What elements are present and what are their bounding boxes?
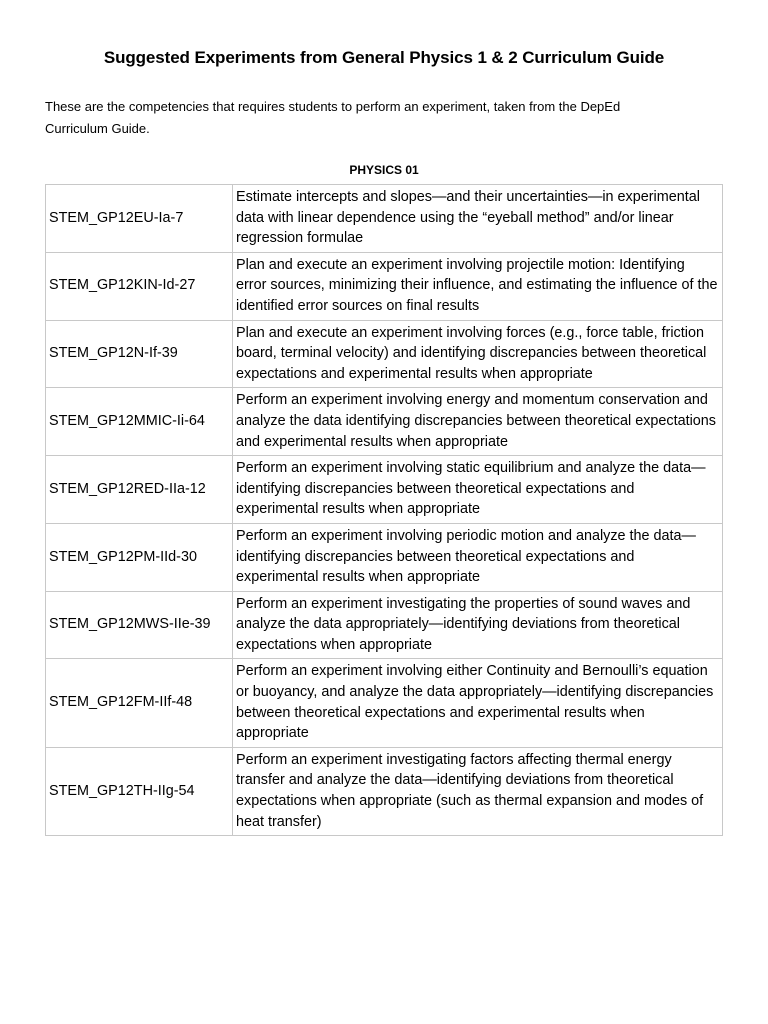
competency-code: STEM_GP12KIN-Id-27 xyxy=(46,252,233,320)
competency-description: Plan and execute an experiment involving forces (e.g., force table, friction board, terminal velocity) and identifying discrepancies between theoretical expectations and experimental results when appropriate xyxy=(233,320,723,388)
intro-paragraph xyxy=(45,96,725,140)
competency-table xyxy=(45,184,723,836)
competency-description: Perform an experiment involving periodic motion and analyze the data—identifying discrepancies between theoretical expectations and experimental results when appropriate xyxy=(233,523,723,591)
competency-code: STEM_GP12MWS-IIe-39 xyxy=(46,591,233,659)
page-title: Suggested Experiments from General Physics 1 & 2 Curriculum Guide xyxy=(103,48,665,67)
competency-code: STEM_GP12PM-IId-30 xyxy=(46,523,233,591)
intro-line: These are the competencies that requires students to perform an experiment, taken from the DepEd xyxy=(45,99,621,114)
table-row xyxy=(46,523,723,591)
intro-line: Curriculum Guide. xyxy=(45,121,150,136)
competency-code: STEM_GP12RED-IIa-12 xyxy=(46,456,233,524)
competency-code: STEM_GP12MMIC-Ii-64 xyxy=(46,388,233,456)
section-heading: PHYSICS 01 xyxy=(349,163,419,177)
competency-description: Perform an experiment involving either Continuity and Bernoulli’s equation or buoyancy, and analyze the data appropriately—identifying discrepancies between theoretical expectations and experimental results when appropriate xyxy=(233,659,723,747)
competency-description: Perform an experiment involving energy and momentum conservation and analyze the data identifying discrepancies between theoretical expectations and experimental results when appropriate xyxy=(233,388,723,456)
competency-code: STEM_GP12FM-IIf-48 xyxy=(46,659,233,747)
table-row xyxy=(46,388,723,456)
table-row xyxy=(46,456,723,524)
table-row xyxy=(46,591,723,659)
competency-description: Estimate intercepts and slopes—and their uncertainties—in experimental data with linear dependence using the “eyeball method” and/or linear regression formulae xyxy=(233,185,723,253)
table-row xyxy=(46,659,723,747)
table-row xyxy=(46,320,723,388)
table-row xyxy=(46,747,723,835)
competency-description: Perform an experiment involving static equilibrium and analyze the data— identifying discrepancies between theoretical expectations and experimental results when appropriate xyxy=(233,456,723,524)
competency-description: Perform an experiment investigating factors affecting thermal energy transfer and analyze the data—identifying deviations from theoretical expectations when appropriate (such as thermal expansion and modes of heat transfer) xyxy=(233,747,723,835)
competency-code: STEM_GP12N-If-39 xyxy=(46,320,233,388)
competency-code: STEM_GP12EU-Ia-7 xyxy=(46,185,233,253)
competency-description: Plan and execute an experiment involving projectile motion: Identifying error sources, minimizing their influence, and estimating the influence of the identified error sources on final results xyxy=(233,252,723,320)
competency-description: Perform an experiment investigating the properties of sound waves and analyze the data appropriately—identifying deviations from theoretical expectations when appropriate xyxy=(233,591,723,659)
table-row xyxy=(46,185,723,253)
competency-code: STEM_GP12TH-IIg-54 xyxy=(46,747,233,835)
table-row xyxy=(46,252,723,320)
